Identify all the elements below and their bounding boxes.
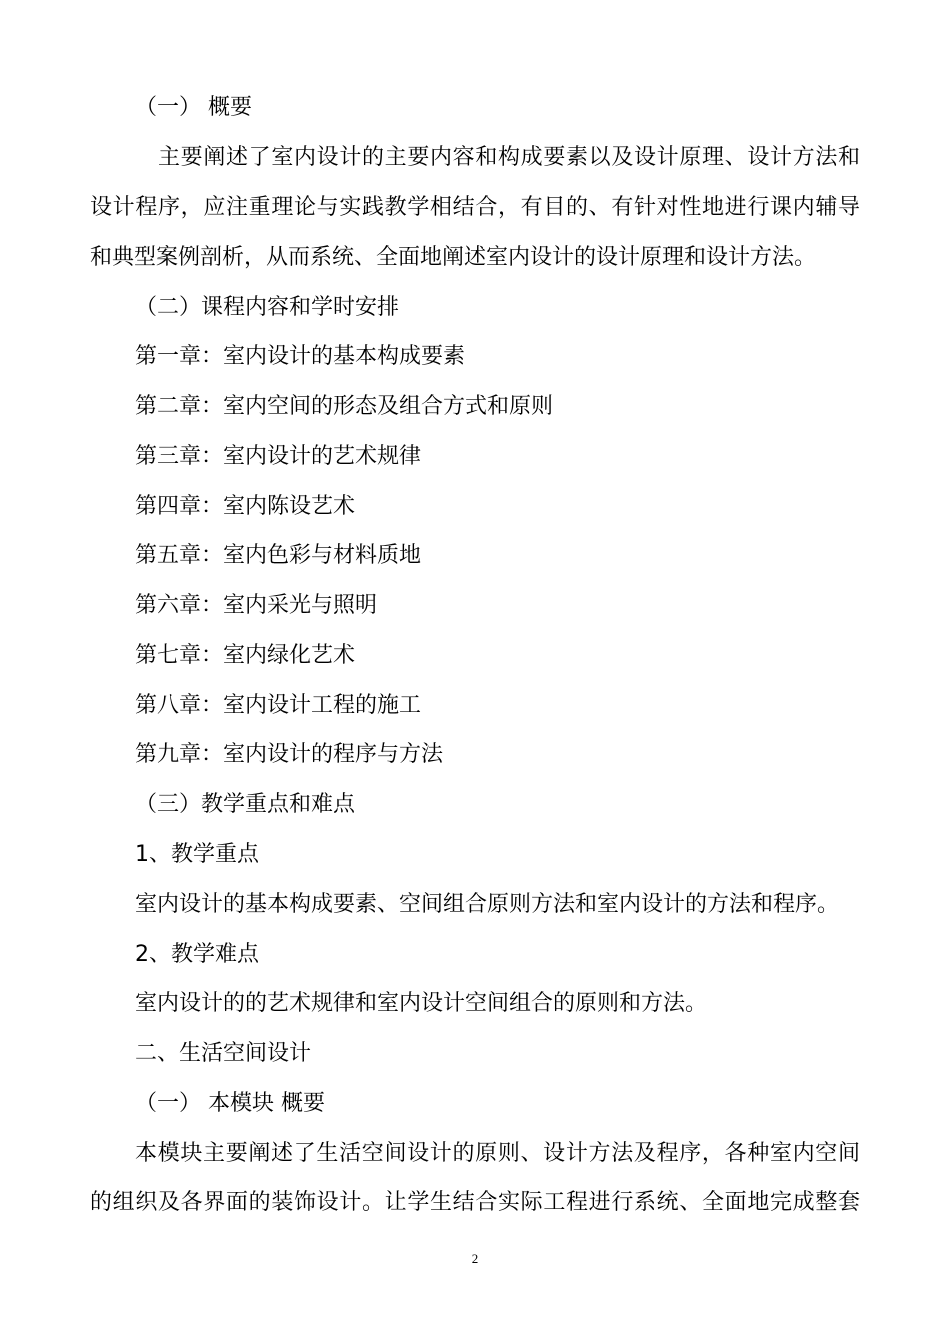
paragraph-line: 设计程序，应注重理论与实践教学相结合，有目的、有针对性地进行课内辅导	[90, 195, 860, 220]
paragraph-line: 主要阐述了室内设计的主要内容和构成要素以及设计原理、设计方法和	[158, 145, 860, 170]
chapter-item: 第二章：室内空间的形态及组合方式和原则	[135, 394, 554, 419]
chapter-item: 第五章：室内色彩与材料质地	[135, 543, 422, 568]
section-heading-living-space: 二、生活空间设计	[135, 1041, 312, 1066]
paragraph-line: 本模块主要阐述了生活空间设计的原则、设计方法及程序，各种室内空间	[135, 1141, 860, 1166]
section-heading-key-points: （三）教学重点和难点	[135, 792, 356, 817]
chapter-item: 第四章：室内陈设艺术	[135, 494, 356, 519]
chapter-item: 第一章：室内设计的基本构成要素	[135, 344, 466, 369]
paragraph-line: 室内设计的基本构成要素、空间组合原则方法和室内设计的方法和程序。	[135, 892, 840, 917]
chapter-item: 第八章：室内设计工程的施工	[135, 693, 422, 718]
section-heading-module-overview: （一） 本模块 概要	[135, 1091, 325, 1116]
chapter-item: 第九章：室内设计的程序与方法	[135, 742, 444, 767]
paragraph-line: 和典型案例剖析，从而系统、全面地阐述室内设计的设计原理和设计方法。	[90, 245, 817, 270]
section-heading-course-content: （二）课程内容和学时安排	[135, 295, 400, 320]
page-number: 2	[471, 1251, 479, 1266]
chapter-item: 第三章：室内设计的艺术规律	[135, 444, 422, 469]
paragraph-line: 室内设计的的艺术规律和室内设计空间组合的原则和方法。	[135, 991, 708, 1016]
subheading: 1、教学重点	[135, 842, 259, 867]
chapter-item: 第七章：室内绿化艺术	[135, 643, 356, 668]
subheading: 2、教学难点	[135, 942, 259, 967]
section-heading-overview: （一） 概要	[135, 95, 252, 120]
chapter-item: 第六章：室内采光与照明	[135, 593, 378, 618]
paragraph-line: 的组织及各界面的装饰设计。让学生结合实际工程进行系统、全面地完成整套	[90, 1190, 860, 1215]
